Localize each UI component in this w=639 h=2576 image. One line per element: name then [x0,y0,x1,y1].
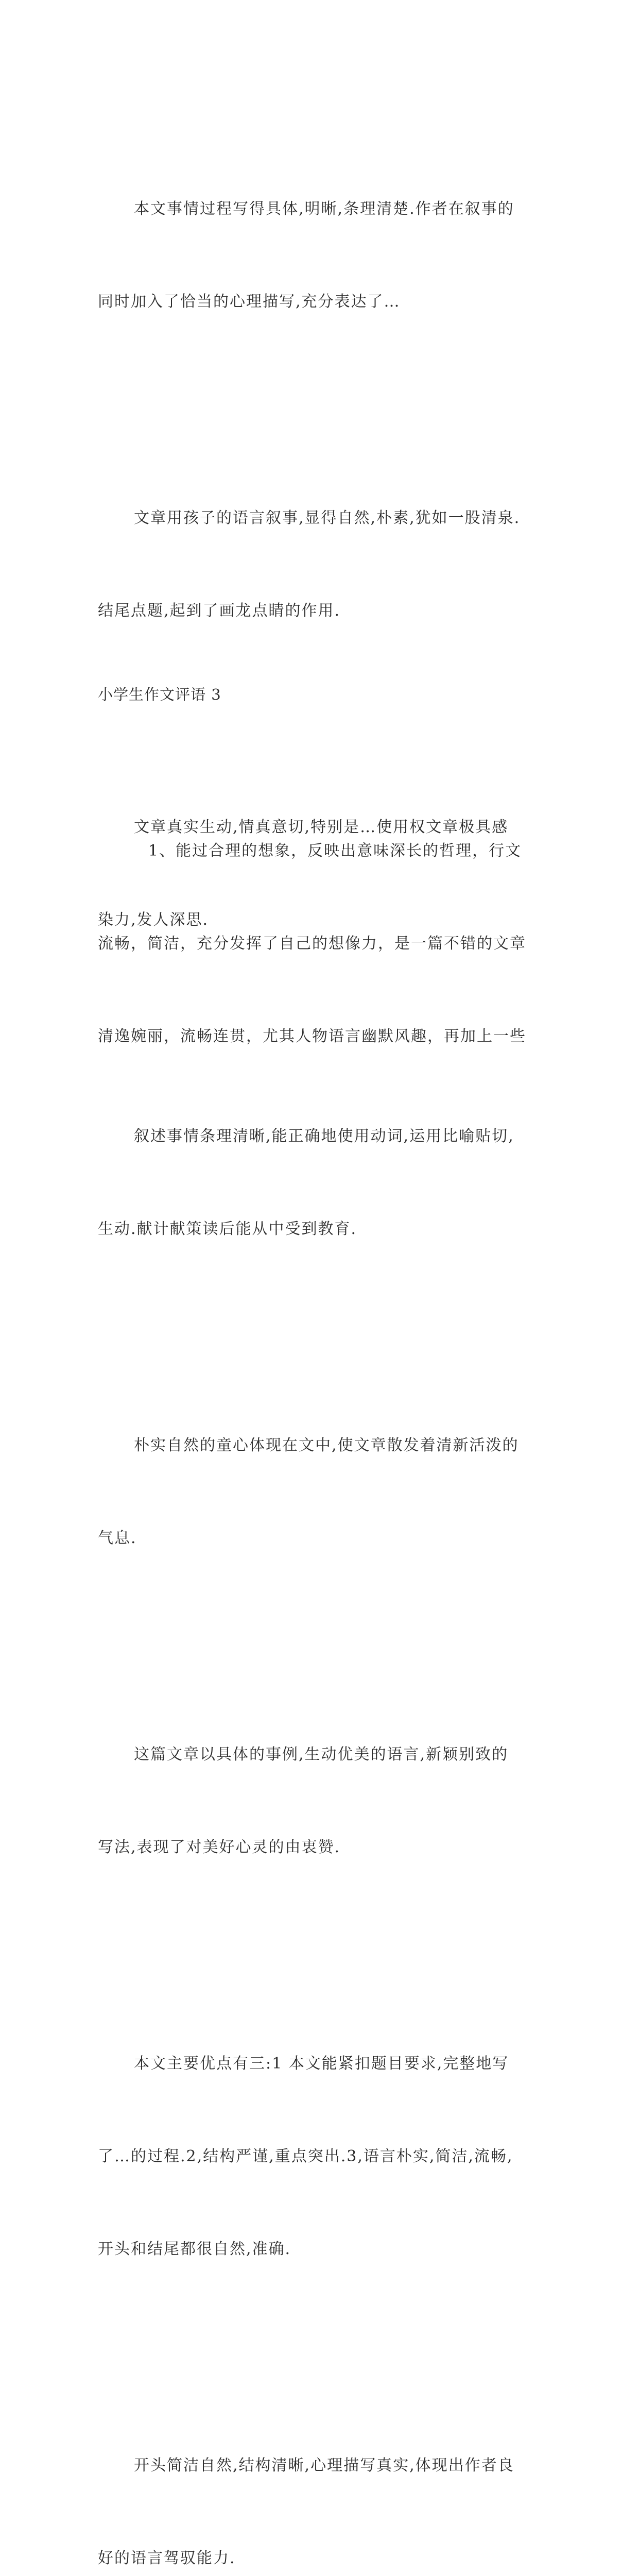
paragraph-line: 清逸婉丽，流畅连贯，尤其人物语言幽默风趣，再加上一些 [98,1027,526,1045]
paragraph-line: 同时加入了恰当的心理描写,充分表达了… [98,293,401,311]
paragraph-line: 朴实自然的童心体现在文中,使文章散发着清新活泼的 [134,1436,519,1454]
paragraph-line: 叙述事情条理清晰,能正确地使用动词,运用比喻贴切, [134,1127,514,1145]
paragraph-line: 了…的过程.2,结构严谨,重点突出.3,语言朴实,简洁,流畅, [98,2147,513,2165]
paragraph [98,1677,541,1925]
paragraph [98,1987,541,2327]
paragraph-line: 开头简洁自然,结构清晰,心理描写真实,体现出作者良 [134,2456,514,2475]
section-heading: 小学生作文评语 3 [98,686,221,703]
paragraph-line: 流畅，简洁，充分发挥了自己的想像力，是一篇不错的文章 [98,935,526,953]
comments-body [98,70,541,2576]
paragraph-line: 结尾点题,起到了画龙点睛的作用. [98,602,341,620]
paragraph [98,2388,541,2576]
paragraph-line: 好的语言驾驭能力. [98,2549,236,2567]
paragraph [98,132,541,379]
paragraph-line: 写法,表现了对美好心灵的由衷赞. [98,1838,341,1856]
paragraph-line: 生动.献计献策读后能从中受到教育. [98,1220,357,1238]
paragraph-line: 本文事情过程写得具体,明晰,条理清楚.作者在叙事的 [134,200,514,218]
paragraph-line: 本文主要优点有三:1 本文能紧扣题目要求,完整地写 [134,2055,509,2073]
paragraph [98,441,541,688]
paragraph-line: 1、能过合理的想象，反映出意味深长的哲理，行文 [148,842,522,860]
paragraph-line: 文章用孩子的语言叙事,显得自然,朴素,犹如一股清泉. [134,509,521,527]
paragraph [98,1368,541,1616]
paragraph-line: 气息. [98,1529,137,1547]
paragraph-line: 染力,发人深思. [98,911,209,929]
paragraph [98,774,541,1114]
paragraph-line: 这篇文章以具体的事例,生动优美的语言,新颖别致的 [134,1745,509,1764]
section-body [98,712,541,1176]
paragraph-line: 文章真实生动,情真意切,特别是…使用权文章极具感 [134,818,509,836]
paragraph-line: 开头和结尾都很自然,准确. [98,2240,291,2258]
